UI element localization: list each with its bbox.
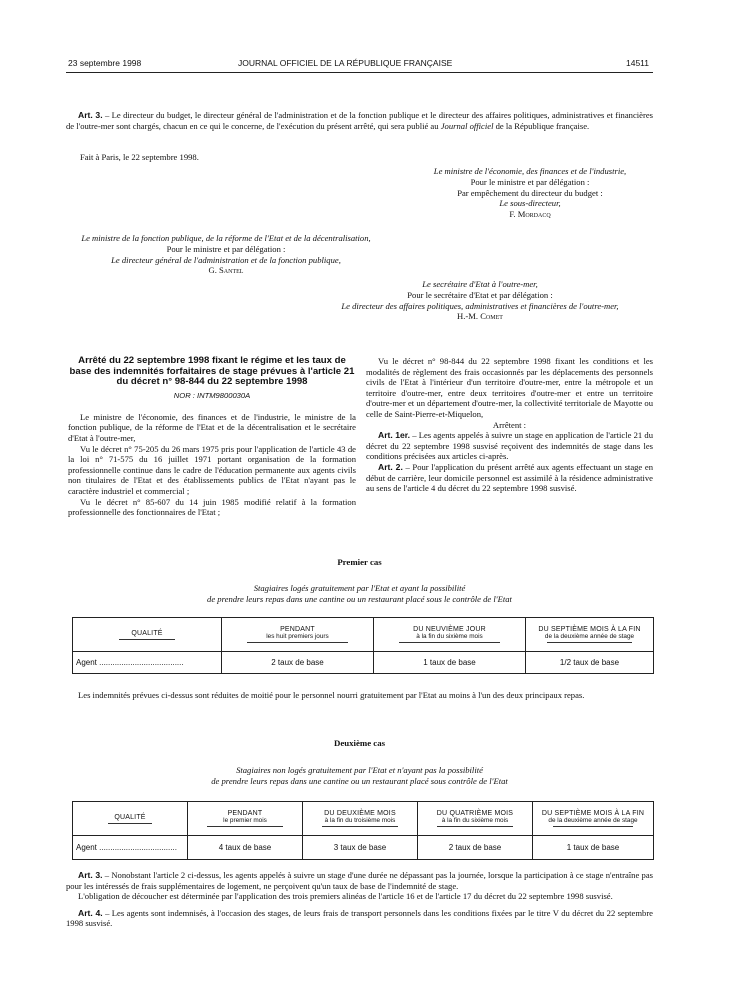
sig2-line1: Le ministre de la fonction publique, de la réforme de l'Etat et de la décentralisation,	[81, 233, 371, 243]
art2-text: – Pour l'application du présent arrêté aux agents effectuant un stage en début de carrière, leur domicile personnel est assimilé à la résidence administrative au sens de l'article 4 du décret du 22 septembre 1998 susvisé.	[366, 461, 653, 494]
art1-text: – Les agents appelés à suivre un stage en application de l'article 21 du décret du 22 septembre 1998 susvisé reçoivent des indemnités de stage dans les conditions précisées aux articles ci-après.	[366, 430, 653, 462]
cas1-cell-qualite: Agent ......................................	[73, 652, 222, 674]
arrete-right-column	[366, 356, 653, 494]
cas1-col-pendant: PENDANT les huit premiers jours	[222, 618, 374, 652]
cas2-subtitle-line2: de prendre leurs repas dans une cantine ou un restaurant placé sous contrôle de l'Etat	[211, 775, 508, 786]
cas1-cell-pendant: 2 taux de base	[222, 652, 374, 674]
cas2-table	[72, 801, 654, 860]
cas2-cell-deuxieme: 3 taux de base	[303, 836, 418, 860]
sig1-line2: Pour le ministre et par délégation :	[470, 176, 590, 187]
top-art3-end: de la République française.	[493, 120, 590, 131]
top-art3-text: – Le directeur du budget, le directeur général de l'administration et de la fonction publique et le directeur des affaires politiques, administratives et financières de l'outre-mer sont chargés, chacun en ce qui le concerne, de l'exécution du présent arrêté, qui sera publié au	[66, 110, 653, 131]
cas1-note: Les indemnités prévues ci-dessus sont réduites de moitié pour le personnel nourri gratuitement par l'Etat au moins à l'un des deux principaux repas.	[78, 690, 585, 700]
header-rule	[66, 72, 653, 73]
cas2-subtitle	[66, 765, 653, 786]
cas1-cell-septieme: 1/2 taux de base	[526, 652, 654, 674]
top-art3-journal: Journal officiel	[440, 120, 494, 131]
cas1-data-row	[73, 652, 654, 674]
cas1-table	[72, 617, 654, 674]
cas2-col-qualite: QUALITÉ	[73, 802, 188, 836]
sig3-line4: H.-M. Comet	[457, 311, 503, 322]
signature-block-2	[66, 233, 386, 276]
sig1-line5: F. Mordacq	[509, 209, 551, 220]
top-art3-label: Art. 3.	[78, 110, 103, 120]
bottom-articles	[66, 870, 653, 929]
signature-block-1	[390, 166, 670, 220]
art2-label: Art. 2.	[378, 461, 403, 472]
sig2-line3: Le directeur général de l'administration et de la fonction publique,	[111, 254, 341, 265]
sig1-line4: Le sous-directeur,	[499, 198, 561, 209]
nor-reference: NOR : INTM9800030A	[173, 390, 251, 400]
journal-title: JOURNAL OFFICIEL DE LA RÉPUBLIQUE FRANÇAISE	[238, 58, 453, 68]
cas1-col-qualite: QUALITÉ	[73, 618, 222, 652]
cas2-cell-pendant: 4 taux de base	[188, 836, 303, 860]
signature-block-3	[300, 279, 660, 322]
cas1-subtitle-line1: Stagiaires logés gratuitement par l'Etat et ayant la possibilité	[253, 583, 466, 593]
cas2-cell-qualite: Agent ...................................	[73, 836, 188, 860]
sig3-line3: Le directeur des affaires politiques, administratives et financières de l'outre-mer,	[341, 300, 619, 311]
top-article-3	[66, 110, 653, 131]
fait-a-paris: Fait à Paris, le 22 septembre 1998.	[80, 152, 199, 162]
bottom-art3-label: Art. 3.	[78, 870, 103, 880]
cas1-header-row	[73, 618, 654, 652]
cas1-subtitle	[66, 583, 653, 604]
cas2-col-quatrieme: DU QUATRIÈME MOIS à la fin du sixième mois	[418, 802, 533, 836]
arrete-vu-2: Vu le décret n° 85-607 du 14 juin 1985 modifié relatif à la formation professionnelle des fonctionnaires de l'Etat ;	[68, 496, 356, 518]
cas2-header-row	[73, 802, 654, 836]
cas2-col-pendant: PENDANT le premier mois	[188, 802, 303, 836]
cas2-subtitle-line1: Stagiaires non logés gratuitement par l'Etat et n'ayant pas la possibilité	[236, 765, 483, 775]
sig1-line3: Par empêchement du directeur du budget :	[457, 187, 603, 198]
issue-date: 23 septembre 1998	[68, 58, 142, 68]
cas1-col-neuvieme: DU NEUVIÈME JOUR à la fin du sixième mois	[374, 618, 526, 652]
cas1-cell-neuvieme: 1 taux de base	[374, 652, 526, 674]
cas2-title: Deuxième cas	[333, 738, 386, 748]
cas2-col-deuxieme: DU DEUXIÈME MOIS à la fin du troisième mois	[303, 802, 418, 836]
sig2-line4: G. Santel	[208, 265, 244, 276]
cas1-title: Premier cas	[337, 557, 382, 567]
sig2-line2: Pour le ministre et par délégation :	[166, 243, 286, 254]
cas1-col-septieme: DU SEPTIÈME MOIS À LA FIN de la deuxième année de stage	[526, 618, 654, 652]
arrete-left-column	[68, 356, 356, 518]
page-number: 14511	[626, 58, 650, 68]
sig1-line1: Le ministre de l'économie, des finances et de l'industrie,	[433, 166, 627, 176]
bottom-art3-text: – Nonobstant l'article 2 ci-dessus, les agents appelés à suivre un stage d'une durée ne dépassant pas la journée, lorsque la participation à ce stage n'entraîne pas pour les intéressés de frais supplémentaires de logement, ne perçoivent qu'un taux de base de l'indemnité de stage.	[66, 870, 653, 891]
sig3-line1: Le secrétaire d'Etat à l'outre-mer,	[422, 279, 538, 289]
art1-label: Art. 1er.	[378, 430, 411, 441]
cas2-cell-septieme: 1 taux de base	[533, 836, 654, 860]
arrete-title: Arrêté du 22 septembre 1998 fixant le régime et les taux de base des indemnités forfaitaires de stage prévues à l'article 21 du décret n° 98-844 du 22 septembre 1998	[69, 355, 355, 388]
arrete-vu-3: Vu le décret n° 98-844 du 22 septembre 1998 fixant les conditions et les modalités de règlement des frais occasionnés par les déplacements des personnels civils de l'Etat à l'intérieur d'un territoire d'outre-mer, entre la métropole et un territoire d'outre-mer, entre deux territoires d'outre-mer et entre un territoire d'outre-mer et un département d'outre-mer, la collectivité territoriale de Mayotte ou celle de Saint-Pierre-et-Miquelon,	[366, 356, 653, 419]
cas2-cell-quatrieme: 2 taux de base	[418, 836, 533, 860]
cas2-col-septieme: DU SEPTIÈME MOIS À LA FIN de la deuxième année de stage	[533, 802, 654, 836]
arrete-preamble: Le ministre de l'économie, des finances et de l'industrie, le ministre de la fonction publique, de la réforme de l'Etat et de la décentralisation et le secrétaire d'Etat à l'outre-mer,	[68, 411, 356, 443]
bottom-art3-paragraph2: L'obligation de découcher est déterminée par l'application des trois premiers alinéas de l'article 16 et de l'article 17 du décret du 22 septembre 1998 susvisé.	[78, 891, 613, 902]
art4-text: – Les agents sont indemnisés, à l'occasion des stages, de leurs frais de transport personnels dans les conditions fixées par le titre V du décret du 22 septembre 1998 susvisé.	[66, 907, 653, 929]
cas1-subtitle-line2: de prendre leurs repas dans une cantine ou un restaurant placé sous le contrôle de l'Etat	[207, 593, 512, 604]
arrete-vu-1: Vu le décret n° 75-205 du 26 mars 1975 pris pour l'application de l'article 43 de la loi n° 71-575 du 16 juillet 1971 portant organisation de la formation professionnelle continue dans le cadre de l'éducation permanente aux agents civils non titulaires de l'Etat et des établissements publics de l'Etat n'ayant pas le caractère industriel et commercial ;	[68, 443, 356, 496]
sig3-line2: Pour le secrétaire d'Etat et par délégation :	[407, 289, 553, 300]
art4-label: Art. 4.	[78, 907, 103, 918]
arretent: Arrêtent :	[492, 419, 527, 430]
cas2-data-row	[73, 836, 654, 860]
